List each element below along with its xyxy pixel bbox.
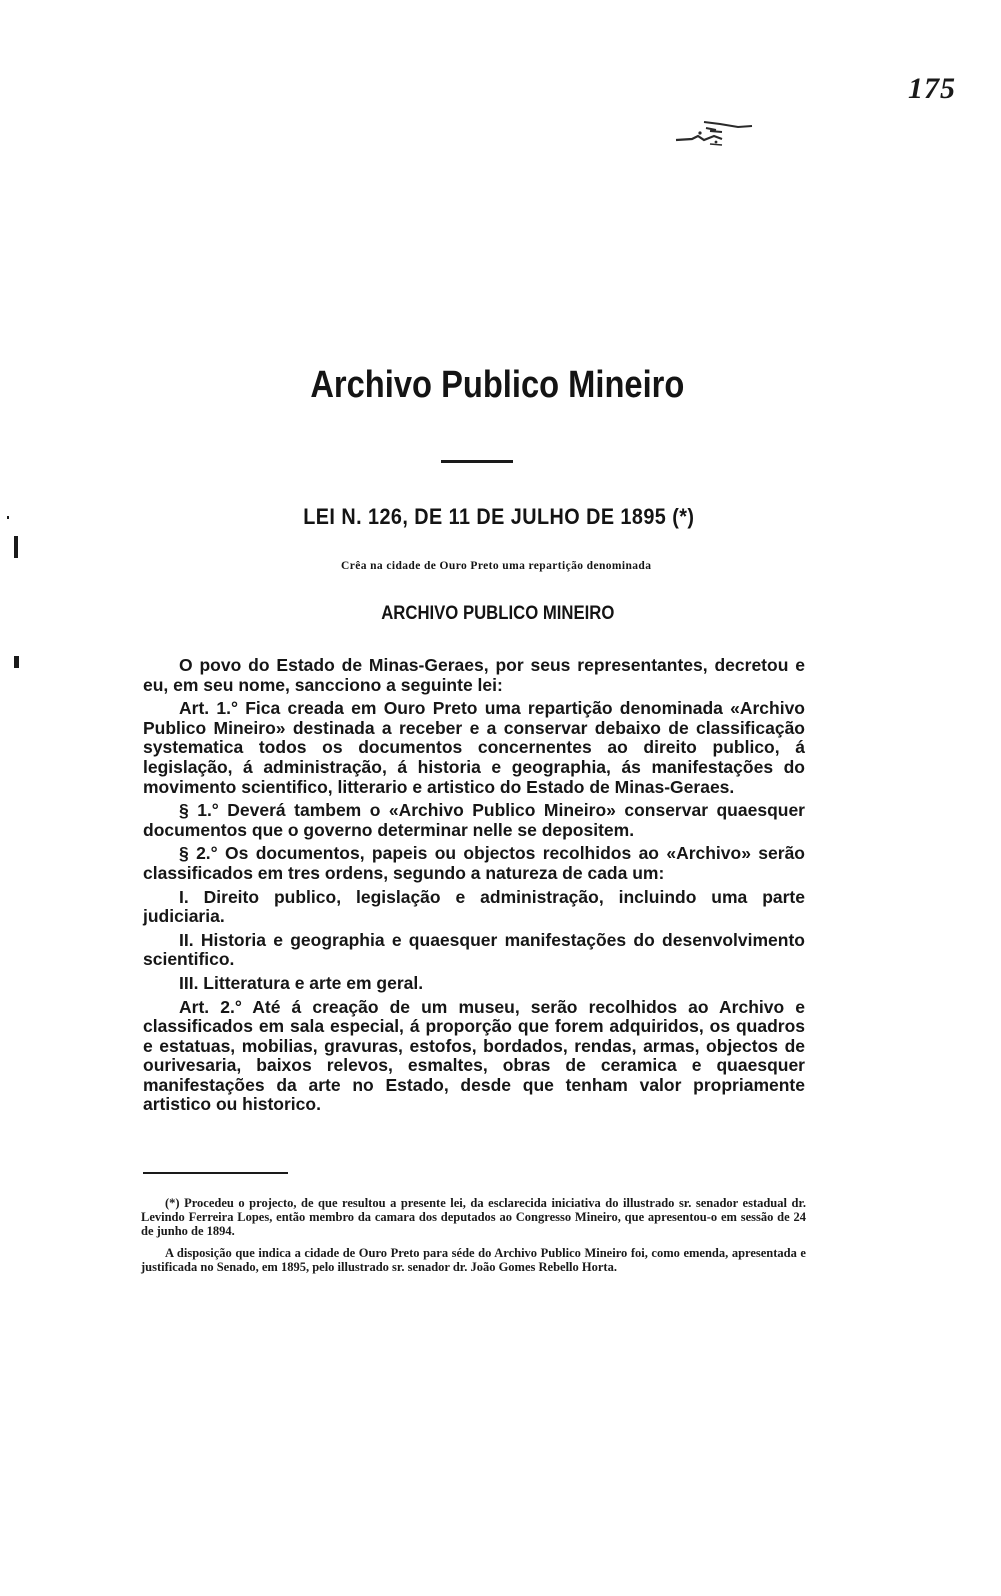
footnote-2: A disposição que indica a cidade de Ouro Preto para séde do Archivo Publico Mineiro foi, como emenda, apresentada e justificada no Senado, em 1895, pelo illustrado sr. senador dr. João Gomes Rebello Horta.: [141, 1246, 806, 1274]
footnote-1: (*) Procedeu o projecto, de que resultou a presente lei, da esclarecida iniciativa do illustrado sr. senador estadual dr. Levindo Ferreira Lopes, então membro da camara dos deputados ao Congresso Mineiro, que apresentou-o em sessão de 24 de junho de 1894.: [141, 1196, 806, 1238]
preamble-paragraph: O povo do Estado de Minas-Geraes, por seus representantes, decretou e eu, em seu nome, sancciono a seguinte lei:: [143, 655, 805, 695]
margin-speck: [7, 516, 9, 519]
article-1-paragraph: Art. 1.° Fica creada em Ouro Preto uma repartição denominada «Archivo Publico Mineiro» destinada a receber e a conservar debaixo de classificação systematica todos os documentos concernentes ao direito publico, á legislação, á administração, á historia e geographia, ás manifestações do movimento scientifico, litterario e artistico do Estado de Minas-Geraes.: [143, 698, 805, 797]
law-subheading: ARCHIVO PUBLICO MINEIRO: [381, 603, 615, 624]
ornament-icon: [672, 118, 756, 148]
law-summary: Crêa na cidade de Ouro Preto uma repartição denominada: [341, 560, 652, 572]
title-rule: [441, 460, 513, 463]
law-heading: LEI N. 126, DE 11 DE JULHO DE 1895 (*): [303, 504, 695, 529]
section-1-paragraph: § 1.° Deverá tambem o «Archivo Publico Mineiro» conservar quaesquer documentos que o governo determinar nelle se depositem.: [143, 800, 805, 840]
section-2-paragraph: § 2.° Os documentos, papeis ou objectos recolhidos ao «Archivo» serão classificados em tres ordens, segundo a natureza de cada um:: [143, 843, 805, 883]
margin-speck: [14, 536, 18, 558]
order-item-1: I. Direito publico, legislação e administração, incluindo uma parte judiciaria.: [143, 886, 805, 927]
page-number: 175: [908, 72, 956, 105]
order-item-2: II. Historia e geographia e quaesquer manifestações do desenvolvimento scientifico.: [143, 929, 805, 970]
order-item-3: III. Litteratura e arte em geral.: [179, 972, 424, 993]
footnote-rule: [143, 1172, 288, 1174]
article-2-paragraph: Art. 2.° Até á creação de um museu, serão recolhidos ao Archivo e classificados em sala especial, á proporção que forem adquiridos, os quadros e estatuas, mobilias, gravuras, estofos, bordados, rendas, armas, objectos de ourivesaria, baixos relevos, esmaltes, obras de ceramica e quaesquer manifestações da arte no Estado, desde que tenham valor propriamente artistico ou historico.: [143, 996, 805, 1115]
document-title: Archivo Publico Mineiro: [310, 364, 685, 406]
law-body: [143, 656, 805, 1119]
footnotes: [141, 1196, 806, 1282]
margin-speck: [14, 656, 19, 668]
